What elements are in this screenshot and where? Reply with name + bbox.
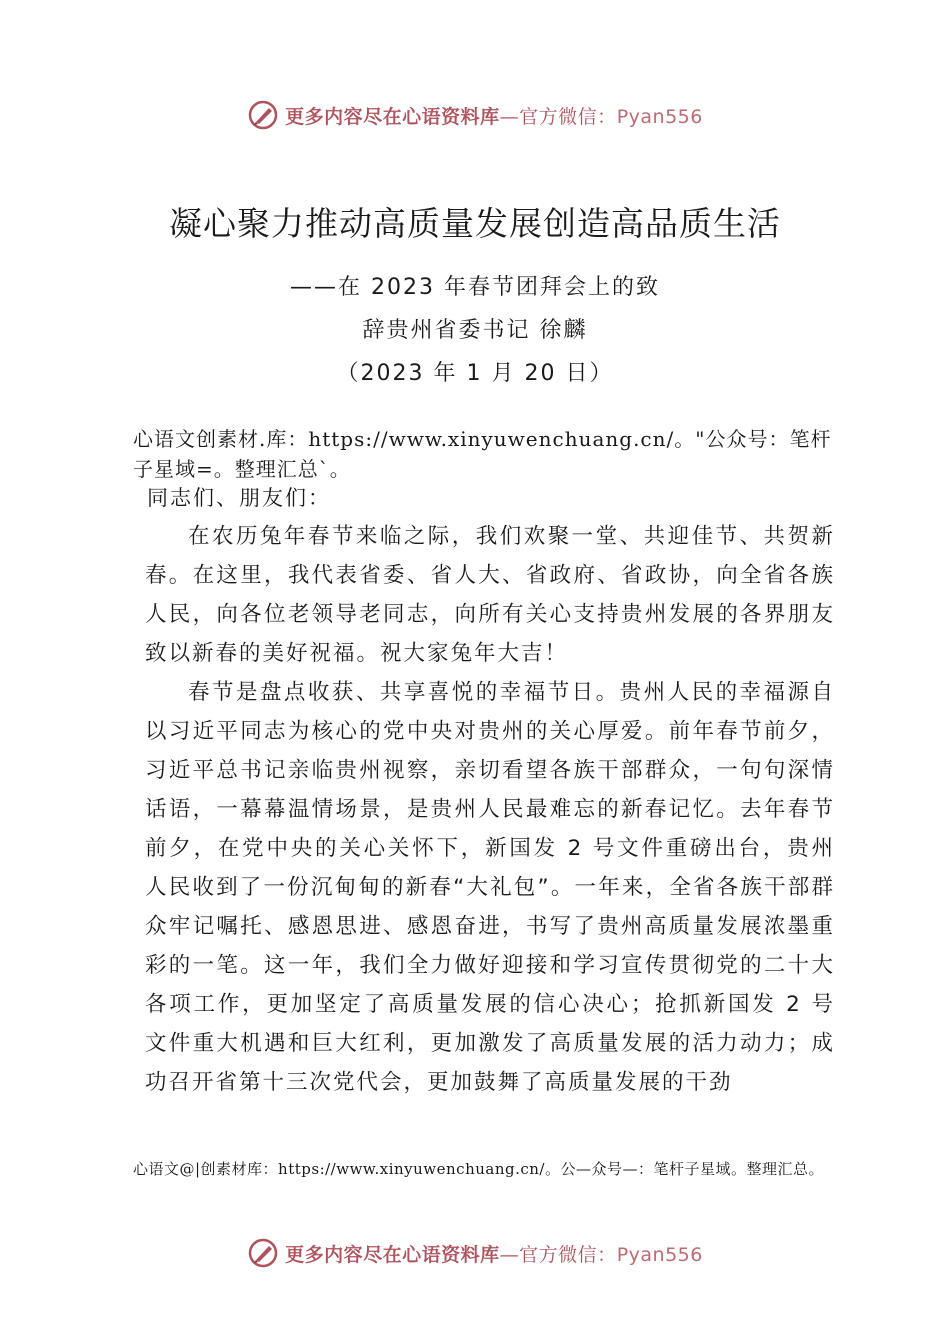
wechat-id: Pyan556	[616, 105, 703, 128]
document-subtitle-line2: 辞贵州省委书记 徐麟	[362, 318, 588, 343]
source-note: 心语文创素材.库：https://www.xinyuwenchuang.cn/。"公众号：笔杆子星域=。整理汇总`。	[133, 427, 832, 481]
document-subtitle-line1: ——在 2023 年春节团拜会上的致	[290, 275, 660, 300]
wechat-id: Pyan556	[616, 1243, 703, 1266]
paragraph: 春节是盘点收获、共享喜悦的幸福节日。贵州人民的幸福源自以习近平同志为核心的党中央对贵州的关心厚爱。前年春节前夕，习近平总书记亲临贵州视察，亲切看望各族干部群众，一句句深情话语，一幕幕温情场景，是贵州人民最难忘的新春记忆。去年春节前夕，在党中央的关心关怀下，新国发 2 号文件重磅出台，贵州人民收到了一份沉甸甸的新春“大礼包”。一年来，全省各族干部群众牢记嘱托、感恩思进、感恩奋进，书写了贵州高质量发展浓墨重彩的一笔。这一年，我们全力做好迎接和学习宣传贯彻党的二十大各项工作，更加坚定了高质量发展的信心决心；抢抓新国发 2 号文件重大机遇和巨大红利，更加激发了高质量发展的活力动力；成功召开省第十三次党代会，更加鼓舞了高质量发展的干劲	[145, 680, 835, 1095]
banner-text: 更多内容尽在心语资料库—官方微信：Pyan556	[285, 105, 703, 128]
top-banner	[0, 95, 950, 135]
greeting: 同志们、朋友们：	[147, 486, 331, 510]
footer-note: 心语文@|创素材库：https://www.xinyuwenchuang.cn/。公—众号—：笔杆子星域。整理汇总。	[133, 1160, 824, 1178]
body-text	[145, 517, 835, 1102]
pen-logo-icon	[247, 1237, 279, 1269]
banner-text: 更多内容尽在心语资料库—官方微信：Pyan556	[285, 1243, 703, 1266]
pen-logo-icon	[247, 99, 279, 131]
document-title: 凝心聚力推动高质量发展创造高品质生活	[169, 204, 781, 243]
document-date: （2023 年 1 月 20 日）	[336, 361, 614, 386]
bottom-banner	[0, 1233, 950, 1273]
paragraph: 在农历兔年春节来临之际，我们欢聚一堂、共迎佳节、共贺新春。在这里，我代表省委、省人大、省政府、省政协，向全省各族人民，向各位老领导老同志，向所有关心支持贵州发展的各界朋友致以新春的美好祝福。祝大家兔年大吉！	[145, 524, 835, 666]
